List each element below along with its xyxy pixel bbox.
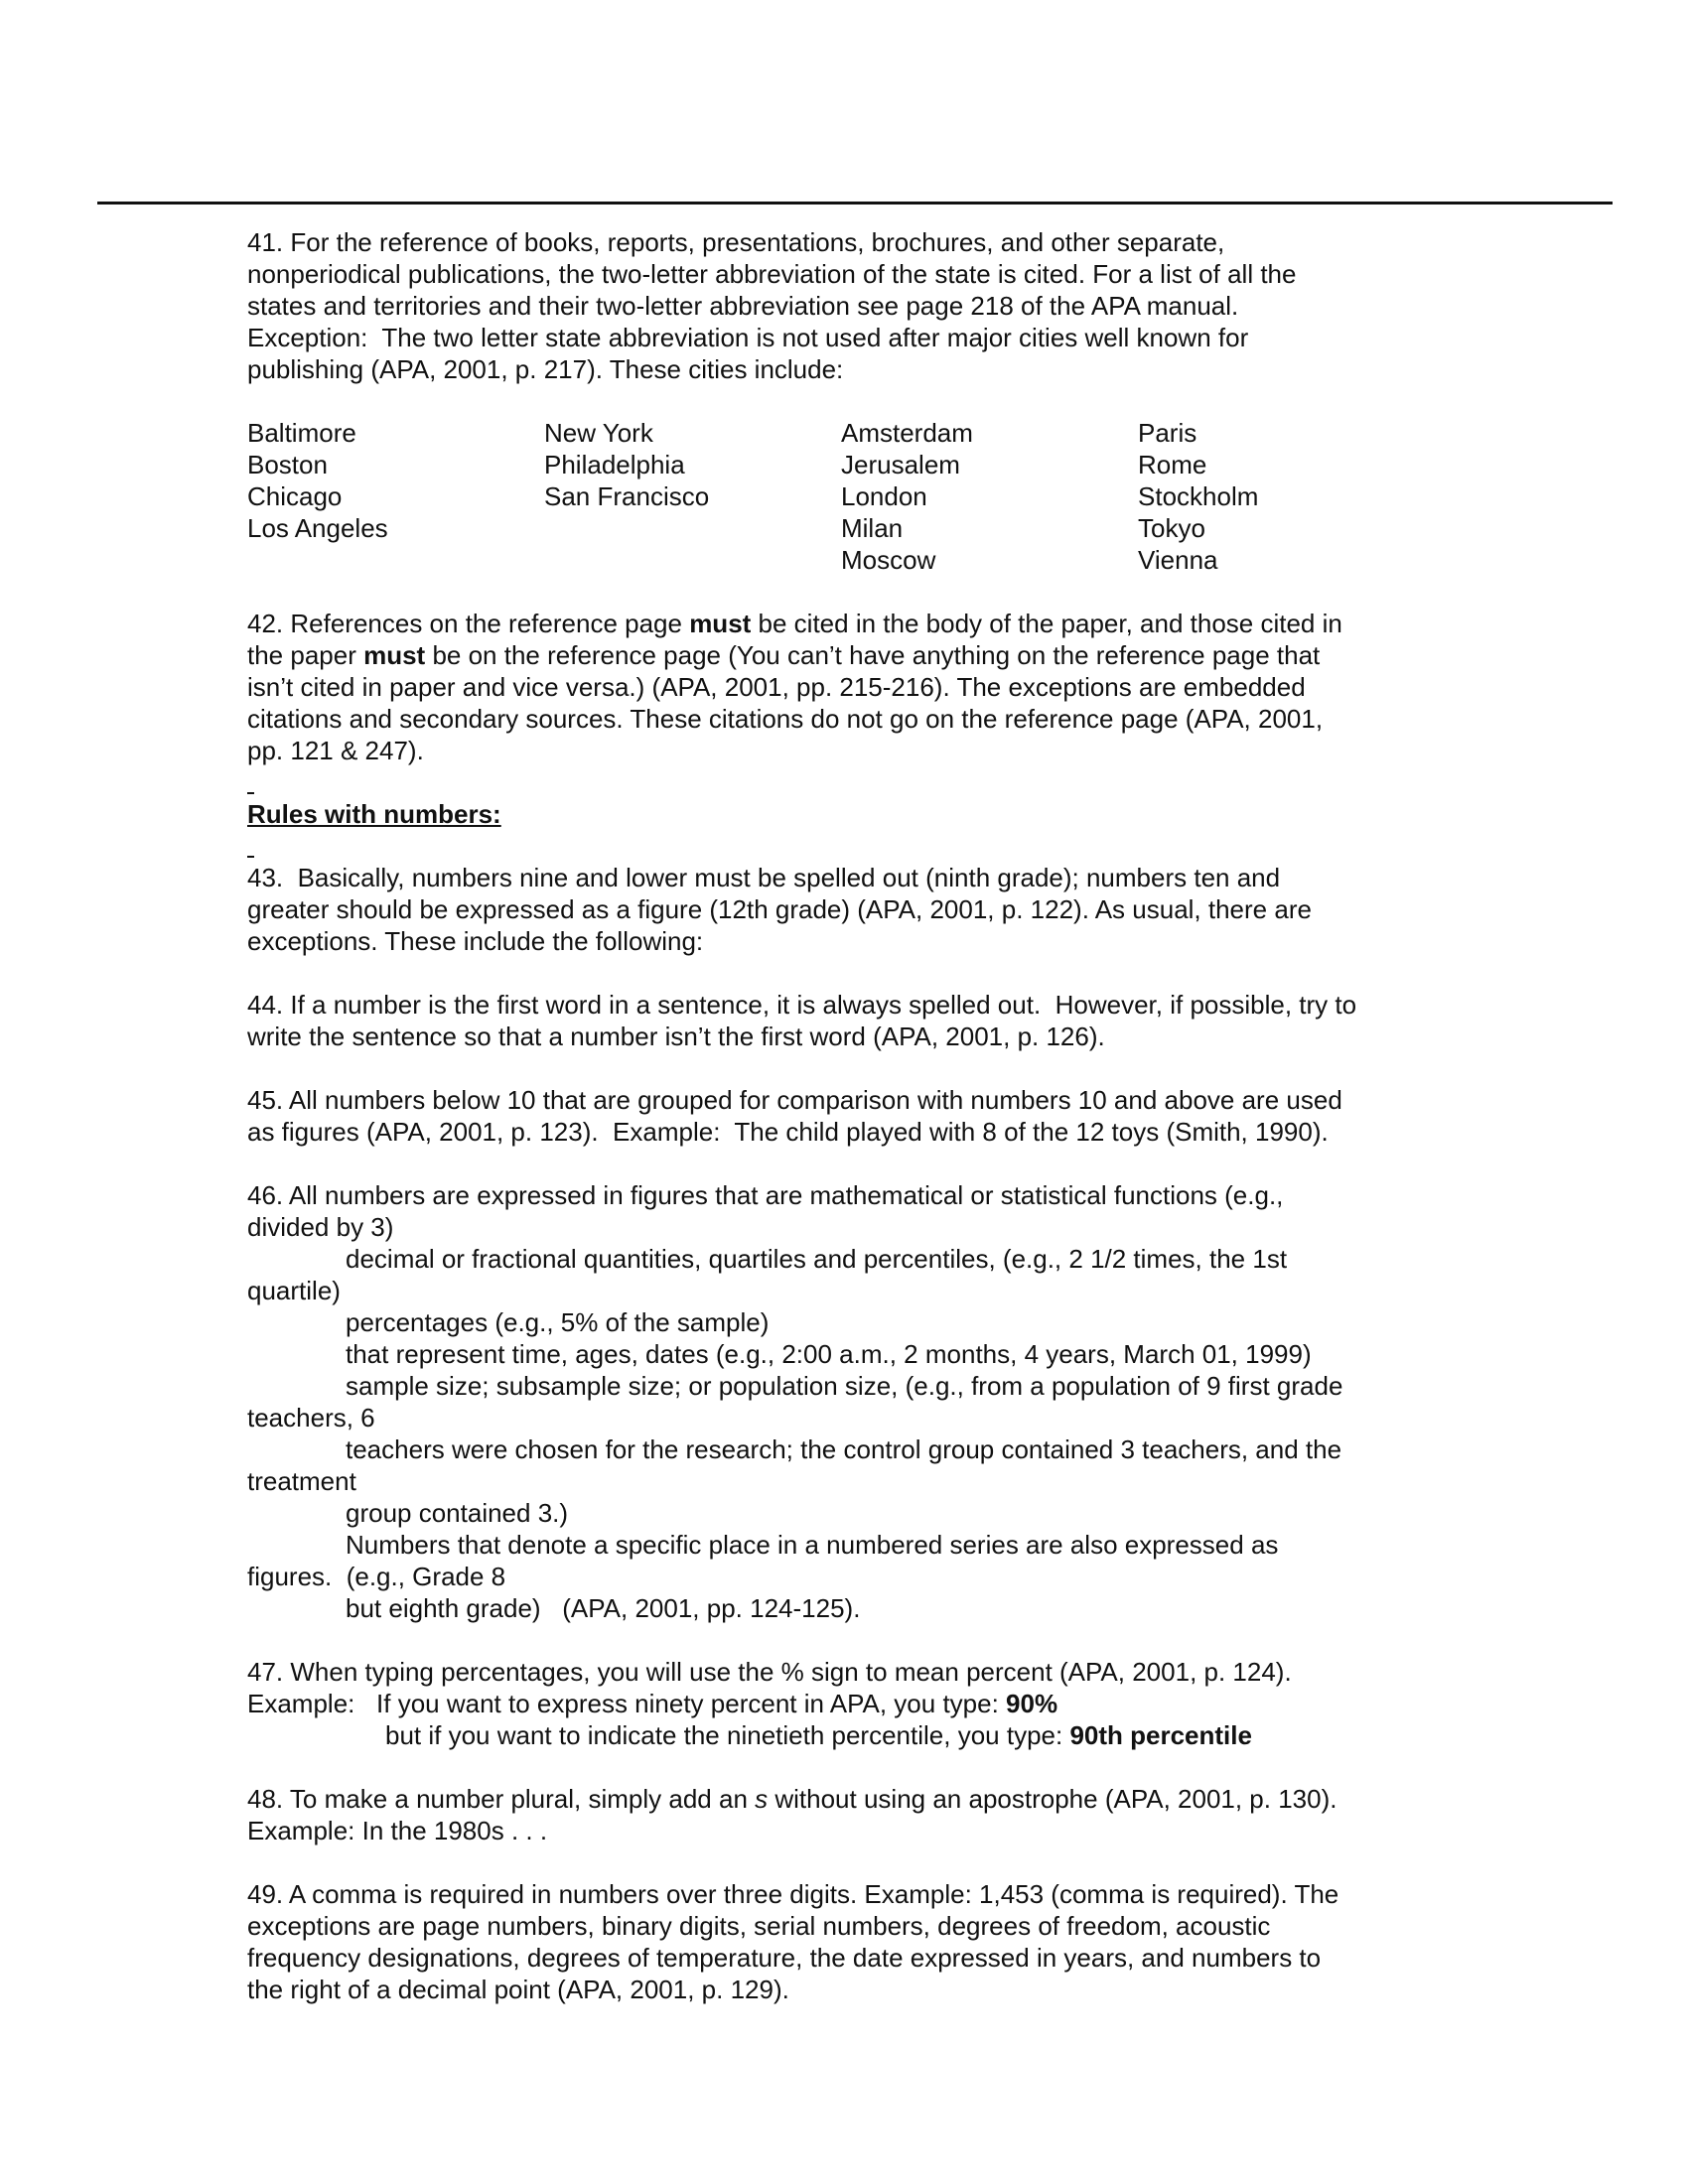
item-45 [247, 1084, 1478, 1148]
text-run: 48. To make a number plural, simply add an [247, 1784, 756, 1814]
text-line: quartile) [247, 1276, 341, 1305]
text-line: Numbers that denote a specific place in a numbered series are also expressed as [346, 1530, 1279, 1560]
item-48 [247, 1783, 1478, 1846]
text-line [247, 608, 1478, 639]
text-line: sample size; subsample size; or population size, (e.g., from a population of 9 first grade [346, 1371, 1343, 1401]
emphasis-s: s [755, 1784, 769, 1814]
cities-column-1 [247, 417, 544, 576]
item-44 [247, 989, 1478, 1052]
city-name: Amsterdam [841, 418, 973, 448]
header-rule [97, 202, 1613, 205]
cities-column-4 [1138, 417, 1435, 576]
text-line: divided by 3) [247, 1212, 394, 1242]
city-name: Vienna [1138, 545, 1218, 575]
text-line: the right of a decimal point (APA, 2001, p. 129). [247, 1975, 789, 2004]
text-line [247, 1719, 1478, 1751]
city-name: Los Angeles [247, 513, 388, 543]
item-43 [247, 862, 1478, 957]
city-name: Chicago [247, 481, 343, 511]
text-line: Example: In the 1980s . . . [247, 1816, 548, 1845]
city-name: Boston [247, 450, 328, 479]
text-line: exceptions are page numbers, binary digits, serial numbers, degrees of freedom, acoustic [247, 1911, 1271, 1941]
text-line: decimal or fractional quantities, quartiles and percentiles, (e.g., 2 1/2 times, the 1st [346, 1244, 1288, 1274]
text-line: frequency designations, degrees of temperature, the date expressed in years, and numbers to [247, 1943, 1322, 1973]
cities-column-3 [841, 417, 1138, 576]
item-47 [247, 1656, 1478, 1751]
text-run: the paper [247, 640, 364, 670]
text-line: write the sentence so that a number isn’t the first word (APA, 2001, p. 126). [247, 1022, 1105, 1051]
text-line: greater should be expressed as a figure (12th grade) (APA, 2001, p. 122). As usual, there are [247, 894, 1312, 924]
text-line: treatment [247, 1466, 356, 1496]
city-name: New York [544, 418, 653, 448]
item-42 [247, 608, 1478, 766]
city-name: Paris [1138, 418, 1197, 448]
text-line: group contained 3.) [346, 1498, 569, 1528]
text-line: teachers, 6 [247, 1403, 375, 1433]
text-line: but eighth grade) (APA, 2001, pp. 124-125). [346, 1593, 861, 1623]
text-line: figures. (e.g., Grade 8 [247, 1562, 506, 1591]
city-name: Stockholm [1138, 481, 1259, 511]
city-name: Baltimore [247, 418, 356, 448]
text-run: 42. References on the reference page [247, 609, 690, 638]
text-line: 41. For the reference of books, reports, presentations, brochures, and other separate, [247, 227, 1225, 257]
emphasis-must: must [689, 609, 752, 638]
text-line: 47. When typing percentages, you will use the % sign to mean percent (APA, 2001, p. 124). [247, 1657, 1292, 1687]
text-line: isn’t cited in paper and vice versa.) (APA, 2001, pp. 215-216). The exceptions are embedded [247, 672, 1306, 702]
city-name: San Francisco [544, 481, 710, 511]
item-49 [247, 1878, 1478, 2005]
text-line: 49. A comma is required in numbers over three digits. Example: 1,453 (comma is required). The [247, 1879, 1339, 1909]
text-line: as figures (APA, 2001, p. 123). Example: The child played with 8 of the 12 toys (Smith, 1990). [247, 1117, 1329, 1147]
text-run: without using an apostrophe (APA, 2001, p. 130). [768, 1784, 1337, 1814]
text-line: pp. 121 & 247). [247, 736, 424, 765]
text-line [247, 639, 1478, 671]
text-line: that represent time, ages, dates (e.g., 2:00 a.m., 2 months, 4 years, March 01, 1999) [346, 1339, 1312, 1369]
city-name: Moscow [841, 545, 936, 575]
city-name: Rome [1138, 450, 1207, 479]
emphasis-must: must [363, 640, 426, 670]
city-name: Tokyo [1138, 513, 1205, 543]
text-line: states and territories and their two-letter abbreviation see page 218 of the APA manual. [247, 291, 1239, 321]
emphasis-example: 90th percentile [1069, 1720, 1252, 1750]
text-run: be on the reference page (You can’t have anything on the reference page that [425, 640, 1321, 670]
text-run: be cited in the body of the paper, and those cited in [751, 609, 1342, 638]
cities-column-2 [544, 417, 841, 576]
publishing-cities-list [247, 417, 1478, 576]
text-line: exceptions. These include the following: [247, 926, 704, 956]
text-run: but if you want to indicate the ninetieth percentile, you type: [385, 1720, 1070, 1750]
text-line: Exception: The two letter state abbreviation is not used after major cities well known for [247, 323, 1249, 352]
city-name: Philadelphia [544, 450, 685, 479]
text-line [247, 1688, 1478, 1719]
text-line: 46. All numbers are expressed in figures that are mathematical or statistical functions (e.g., [247, 1180, 1284, 1210]
emphasis-example: 90% [1006, 1689, 1058, 1718]
text-line: 45. All numbers below 10 that are grouped for comparison with numbers 10 and above are used [247, 1085, 1342, 1115]
section-heading: Rules with numbers: [247, 799, 501, 829]
item-46 [247, 1179, 1478, 1624]
text-line [247, 1783, 1478, 1815]
city-name: London [841, 481, 927, 511]
text-line: percentages (e.g., 5% of the sample) [346, 1307, 770, 1337]
text-line: citations and secondary sources. These citations do not go on the reference page (APA, 2001, [247, 704, 1324, 734]
page-body [247, 226, 1478, 2037]
text-line: 44. If a number is the first word in a sentence, it is always spelled out. However, if possible, try to [247, 990, 1357, 1020]
text-line: 43. Basically, numbers nine and lower must be spelled out (ninth grade); numbers ten and [247, 863, 1281, 892]
city-name: Jerusalem [841, 450, 960, 479]
text-line: teachers were chosen for the research; the control group contained 3 teachers, and the [346, 1434, 1342, 1464]
city-name: Milan [841, 513, 904, 543]
item-41 [247, 226, 1478, 385]
text-run: Example: If you want to express ninety percent in APA, you type: [247, 1689, 1007, 1718]
text-line: publishing (APA, 2001, p. 217). These cities include: [247, 354, 844, 384]
text-line: nonperiodical publications, the two-letter abbreviation of the state is cited. For a list of all the [247, 259, 1297, 289]
